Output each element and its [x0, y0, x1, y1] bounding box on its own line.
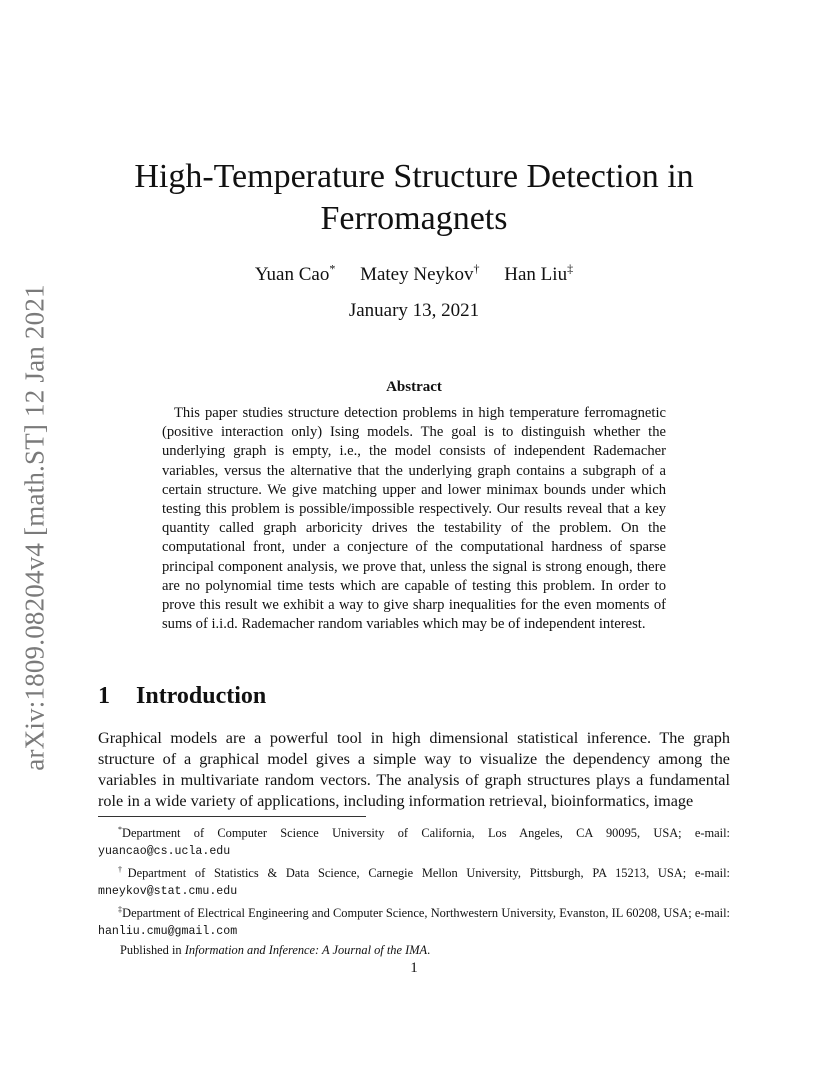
journal-name: Information and Inference: A Journal of the IMA [184, 942, 428, 957]
footnote-mark: ‡ [118, 904, 123, 914]
footnote-text: Department of Computer Science University of California, Los Angeles, CA 90095, USA; e-mail: [122, 826, 730, 841]
arxiv-identifier-stamp [15, 280, 55, 775]
publication-note [98, 942, 730, 959]
footnote-text: Department of Statistics & Data Science, Carnegie Mellon University, Pittsburgh, PA 15213, USA; e-mail: [127, 866, 730, 881]
author-name: Han Liu [504, 264, 568, 286]
footnotes [98, 822, 730, 958]
footnote-email: mneykov@stat.cmu.edu [98, 884, 238, 898]
introduction-text: Graphical models are a powerful tool in high dimensional statistical inference. The graph structure of a graphical model gives a simple way to visualize the dependency among the variables in multivariate random vectors. The analysis of graph structures plays a fundamental role in a wide variety of applications, including information retrieval, bioinformatics, image [98, 729, 730, 810]
paper-title: High-Temperature Structure Detection in Ferromagnets [134, 158, 694, 237]
author-name: Yuan Cao [254, 264, 330, 286]
abstract-text: This paper studies structure detection problems in high temperature ferromagnetic (positive interaction only) Ising models. The goal is to distinguish whether the underlying graph is empty, i.e., the model consists of independent Rademacher variables, versus the alternative that the underlying graph contains a subgraph of a certain structure. We give matching upper and lower minimax bounds under which testing this problem is possible/impossible respectively. Our results reveal that a key quantity called graph arboricity drives the testability of the problem. On the computational front, under a conjecture of the computational hardness of sparse principal component analysis, we prove that, unless the signal is strong enough, there are no polynomial time tests which are capable of testing this problem. In order to prove this result we exhibit a way to give sharp inequalities for the even moments of sums of i.i.d. Rademacher random variables which may be of independent interest. [162, 405, 666, 633]
footnote-text: Department of Electrical Engineering and Computer Science, Northwestern University, Evanston, IL 60208, USA; e-mail: [122, 905, 730, 920]
author-1 [255, 264, 335, 285]
footnote-2 [98, 862, 730, 900]
footnote-3 [98, 902, 730, 940]
paper-date: January 13, 2021 [348, 300, 480, 321]
author-footnote-mark: † [473, 262, 480, 276]
author-3 [504, 264, 573, 285]
footnote-divider [98, 816, 366, 817]
author-footnote-mark: ‡ [567, 262, 574, 276]
footnote-mark: † [118, 864, 128, 874]
footnote-email: yuancao@cs.ucla.edu [98, 844, 231, 858]
author-name: Matey Neykov [360, 264, 474, 286]
publication-prefix: Published in [120, 942, 185, 957]
section-number: 1 [98, 683, 110, 709]
publication-suffix: . [427, 942, 431, 957]
section-heading [98, 683, 266, 710]
author-list [100, 262, 728, 286]
author-footnote-mark: * [329, 262, 336, 276]
footnote-email: hanliu.cmu@gmail.com [98, 924, 238, 938]
author-2 [360, 264, 479, 285]
footnote-mark: * [118, 825, 122, 834]
abstract-heading: Abstract [386, 379, 442, 395]
arxiv-identifier-text: arXiv:1809.08204v4 [math.ST] 12 Jan 2021 [19, 284, 50, 771]
footnote-1 [98, 822, 730, 860]
page-number: 1 [410, 960, 418, 976]
section-title: Introduction [136, 683, 267, 709]
